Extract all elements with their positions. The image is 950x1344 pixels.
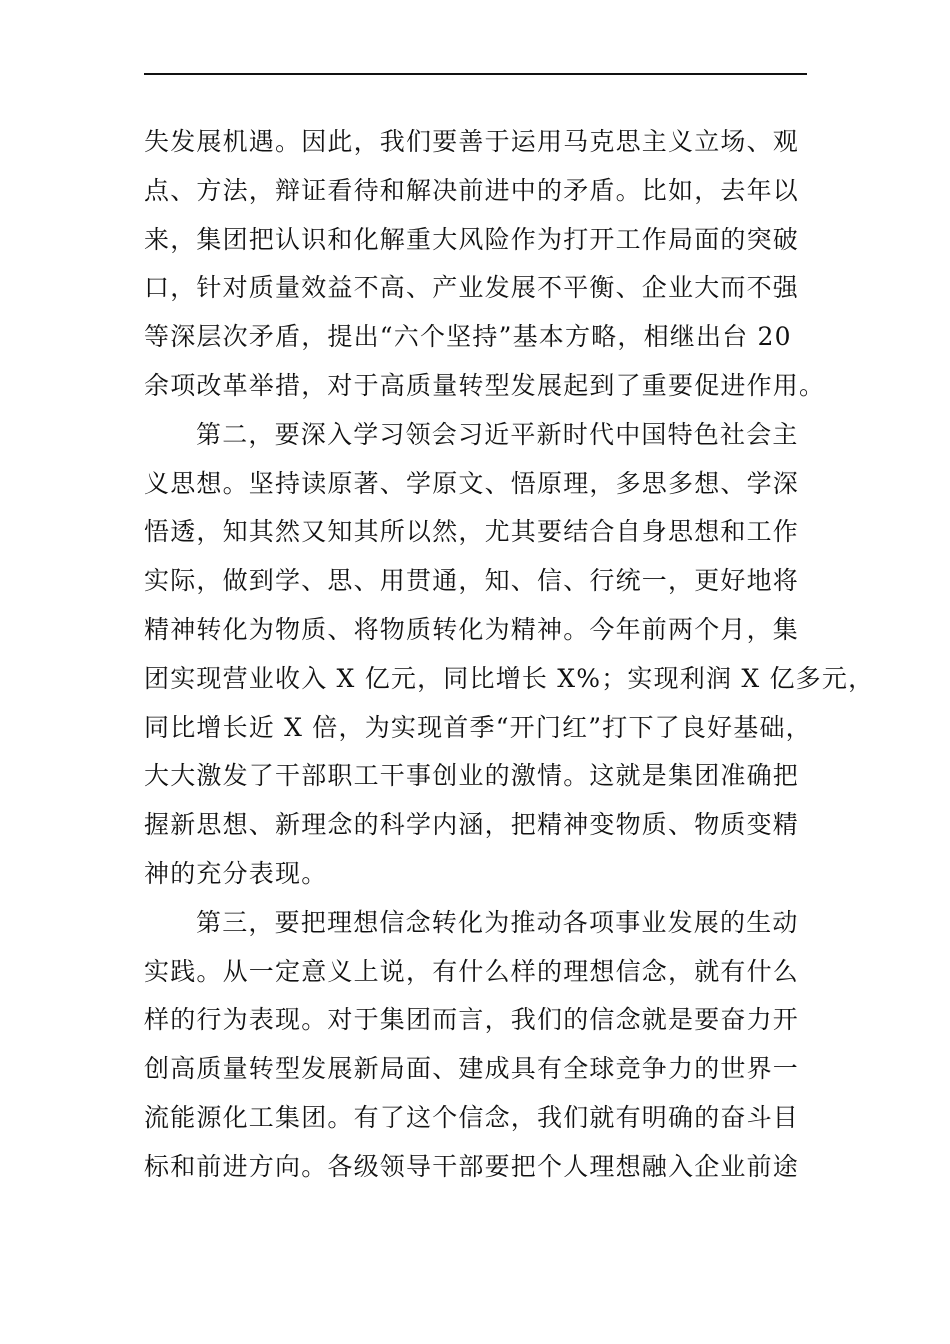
paragraph-first-line: 第二，要深入学习领会习近平新时代中国特色社会主 (196, 419, 799, 449)
text-line: 悟透，知其然又知其所以然，尤其要结合自身思想和工作 (144, 517, 800, 547)
text-line: 创高质量转型发展新局面、建成具有全球竞争力的世界一 (144, 1054, 800, 1084)
text-line: 点、方法，辩证看待和解决前进中的矛盾。比如，去年以 (144, 175, 800, 205)
text-line: 精神转化为物质、将物质转化为精神。今年前两个月，集 (144, 614, 800, 644)
text-line: 失发展机遇。因此，我们要善于运用马克思主义立场、观 (144, 127, 800, 156)
text-line: 团实现营业收入 X 亿元，同比增长 X%；实现利润 X 亿多元， (144, 663, 875, 693)
text-line: 握新思想、新理念的科学内涵，把精神变物质、物质变精 (144, 810, 800, 840)
document-body (144, 118, 875, 1192)
text-line: 余项改革举措，对于高质量转型发展起到了重要促进作用。 (144, 370, 826, 400)
text-line: 神的充分表现。 (144, 858, 328, 888)
text-line: 口，针对质量效益不高、产业发展不平衡、企业大而不强 (144, 273, 800, 303)
header-rule (144, 73, 807, 75)
text-line: 等深层次矛盾，提出“六个坚持”基本方略，相继出台 20 (144, 322, 792, 352)
text-line: 同比增长近 X 倍，为实现首季“开门红”打下了良好基础， (144, 712, 812, 742)
text-line: 实际，做到学、思、用贯通，知、信、行统一，更好地将 (144, 566, 800, 596)
text-line: 来，集团把认识和化解重大风险作为打开工作局面的突破 (144, 224, 800, 254)
paragraph-first-line: 第三，要把理想信念转化为推动各项事业发展的生动 (196, 907, 799, 937)
text-line: 大大激发了干部职工干事创业的激情。这就是集团准确把 (144, 761, 800, 791)
text-line: 义思想。坚持读原著、学原文、悟原理，多思多想、学深 (144, 468, 800, 498)
text-line: 样的行为表现。对于集团而言，我们的信念就是要奋力开 (144, 1005, 800, 1035)
text-line: 标和前进方向。各级领导干部要把个人理想融入企业前途 (144, 1151, 800, 1181)
text-line: 流能源化工集团。有了这个信念，我们就有明确的奋斗目 (144, 1102, 800, 1132)
text-line: 实践。从一定意义上说，有什么样的理想信念，就有什么 (144, 956, 800, 986)
